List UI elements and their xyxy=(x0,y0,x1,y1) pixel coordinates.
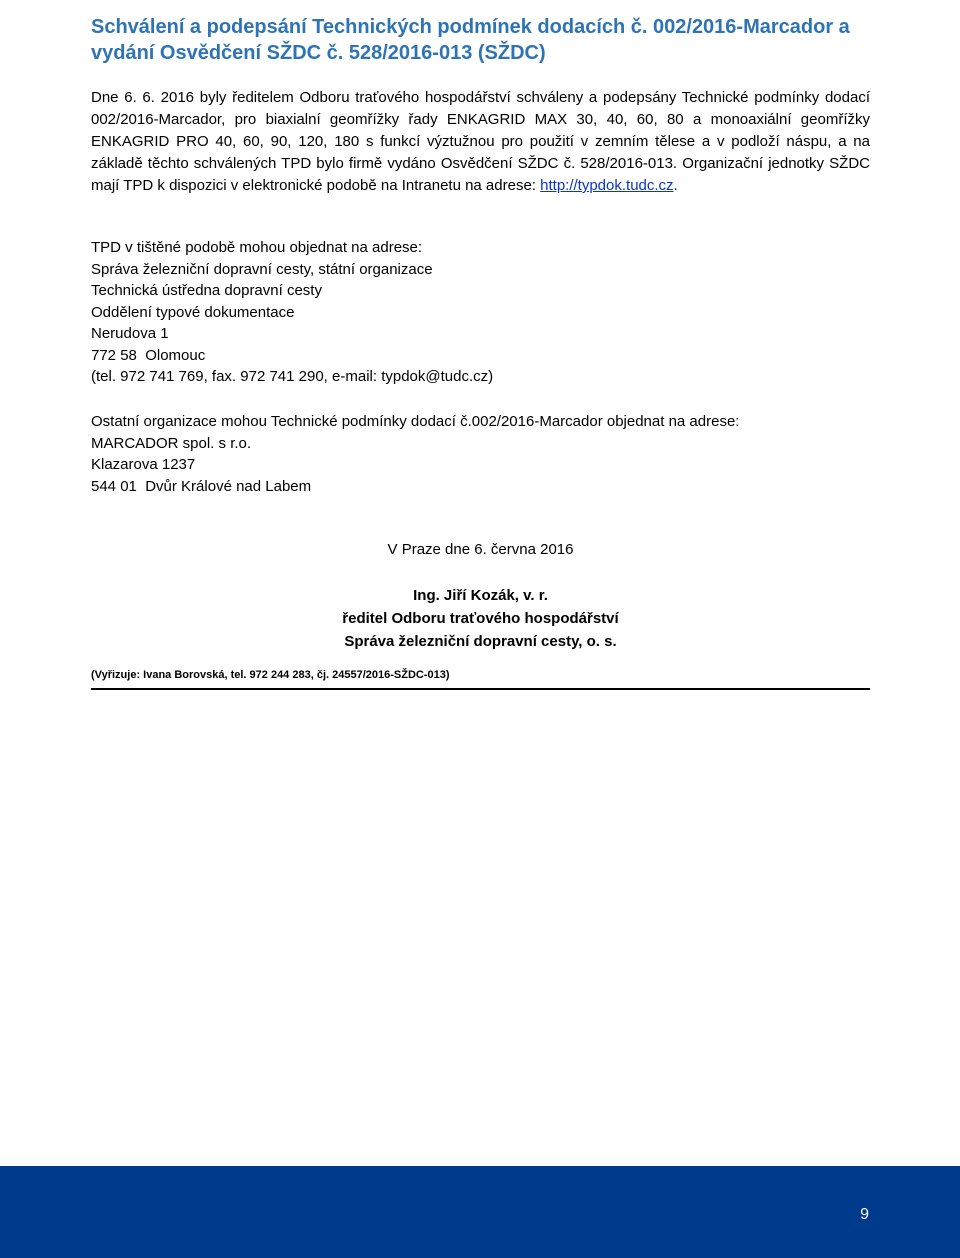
order-heading: TPD v tištěné podobě mohou objednat na adrese: xyxy=(91,239,423,256)
signatory-position: ředitel Odboru traťového hospodářství xyxy=(342,610,619,627)
intro-link-suffix: . xyxy=(673,177,678,194)
handled-by-note: (Vyřizuje: Ivana Borovská, tel. 972 244 283, čj. 24557/2016-SŽDC-013) xyxy=(91,669,870,690)
intranet-link[interactable]: http://typdok.tudc.cz xyxy=(540,177,674,194)
other-orgs-heading: Ostatní organizace mohou Technické podmínky dodací č.002/2016-Marcador objednat na adrese: xyxy=(91,413,740,430)
address-line: 544 01 Dvůr Králové nad Labem xyxy=(91,477,312,495)
signatory-name: Ing. Jiří Kozák, v. r. xyxy=(413,587,548,604)
signatory-organization: Správa železniční dopravní cesty, o. s. xyxy=(344,633,617,650)
intro-text: Dne 6. 6. 2016 byly ředitelem Odboru traťového hospodářství schváleny a podepsány Technické podmínky dodací 002/2016-Marcador, pro biaxialní geomřížky řady ENKAGRID MAX 30, 40, 60, 80 a monoaxiální geomřížky ENKAGRID PRO 40, 60, 90, 120, 180 s funkcí výztužnou pro použití v zemním tělese a v podloží náspu, a na základě těchto schválených TPD bylo firmě vydáno Osvědčení SŽDC č. 528/2016-013. Organizační jednotky SŽDC mají TPD k dispozici v elektronické podobě na Intranetu na adrese: xyxy=(91,89,870,194)
other-orgs-block xyxy=(91,411,871,497)
address-line: 772 58 Olomouc xyxy=(91,346,206,364)
page-title: Schválení a podepsání Technických podmínek dodacích č. 002/2016-Marcador a vydání Osvědčení SŽDC č. 528/2016-013 (SŽDC) xyxy=(91,16,850,64)
contact-line: (tel. 972 741 769, fax. 972 741 290, e-mail: typdok@tudc.cz) xyxy=(91,368,494,385)
order-address-block xyxy=(91,237,871,388)
address-line: Technická ústředna dopravní cesty xyxy=(91,282,322,299)
address-line: Oddělení typové dokumentace xyxy=(91,303,295,321)
intro-paragraph xyxy=(91,87,870,197)
address-line: Nerudova 1 xyxy=(91,325,169,342)
footer-bar xyxy=(0,1166,960,1258)
place-date: V Praze dne 6. června 2016 xyxy=(387,541,574,558)
address-line: Správa železniční dopravní cesty, státní organizace xyxy=(91,260,433,278)
signature-block xyxy=(91,584,870,653)
address-line: MARCADOR spol. s r.o. xyxy=(91,434,252,452)
address-line: Klazarova 1237 xyxy=(91,456,196,473)
page-number: 9 xyxy=(860,1206,869,1223)
